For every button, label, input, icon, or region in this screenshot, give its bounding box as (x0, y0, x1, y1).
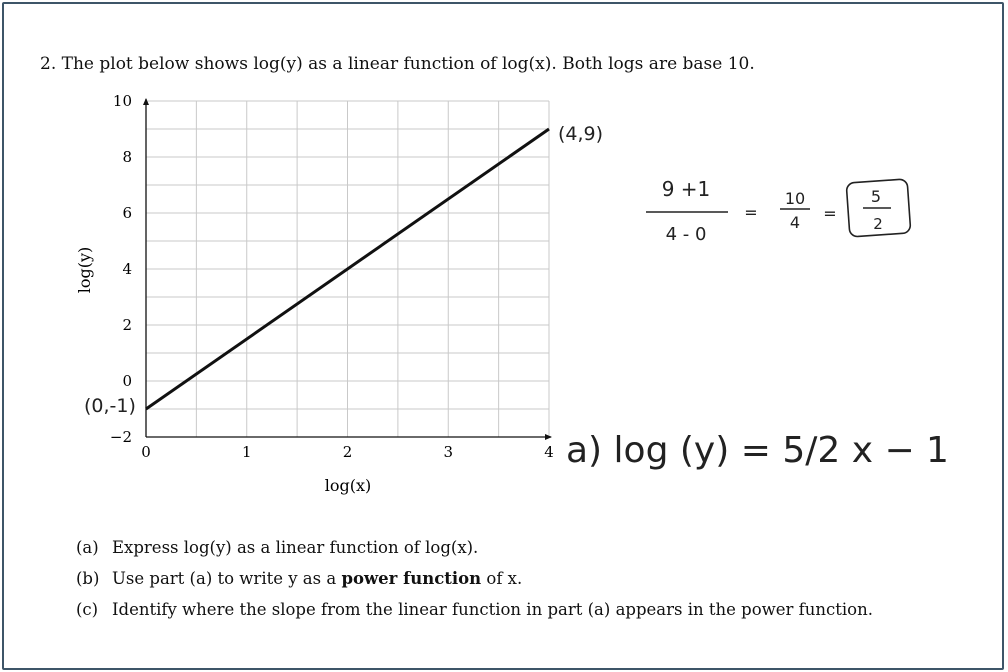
tick-labels (110, 92, 554, 461)
x-tick-label: 0 (141, 443, 151, 461)
slope-numerator: 9 +1 (661, 177, 711, 201)
y-axis-label: log(y) (75, 246, 94, 294)
y-tick-label: 8 (122, 148, 132, 166)
y-tick-label: −2 (109, 428, 132, 446)
point-start-note: (0,-1) (84, 395, 136, 417)
slope-denominator: 4 - 0 (665, 224, 707, 245)
box-numerator: 5 (870, 187, 882, 206)
y-tick-label: 10 (112, 92, 132, 110)
problem-statement: 2. The plot below shows log(y) as a linear function of log(x). Both logs are base 10. (40, 54, 755, 74)
fraction-numerator: 10 (784, 189, 806, 208)
x-tick-label: 1 (241, 443, 252, 461)
part-a (76, 532, 873, 563)
part-a-text: Express log(y) as a linear function of log(x). (112, 538, 479, 557)
equals-1: = (744, 203, 758, 222)
part-b-text-pre: Use part (a) to write y as a (112, 569, 342, 588)
part-c-label: (c) (76, 600, 99, 619)
part-b (76, 563, 873, 594)
y-tick-label: 6 (122, 204, 132, 222)
x-tick-label: 4 (544, 443, 554, 461)
part-b-bold: power function (341, 569, 482, 588)
part-c-text: Identify where the slope from the linear function in part (a) appears in the power function. (112, 600, 873, 619)
sub-questions (76, 532, 873, 625)
x-tick-label: 2 (342, 443, 353, 461)
part-c (76, 594, 873, 625)
box-denominator: 2 (873, 215, 883, 233)
part-a-label: (a) (76, 538, 99, 557)
part-b-label: (b) (76, 569, 100, 588)
x-tick-label: 3 (443, 443, 454, 461)
x-axis-label: log(x) (324, 476, 372, 495)
equals-2: = (823, 204, 837, 223)
y-tick-label: 4 (122, 260, 132, 278)
fraction-denominator: 4 (789, 213, 801, 232)
y-tick-label: 0 (122, 372, 132, 390)
part-b-text-post: of x. (481, 569, 523, 588)
point-end-note: (4,9) (558, 123, 604, 145)
answer-a: a) log (y) = 5/2 x − 1 (566, 430, 949, 471)
y-tick-label: 2 (122, 316, 132, 334)
